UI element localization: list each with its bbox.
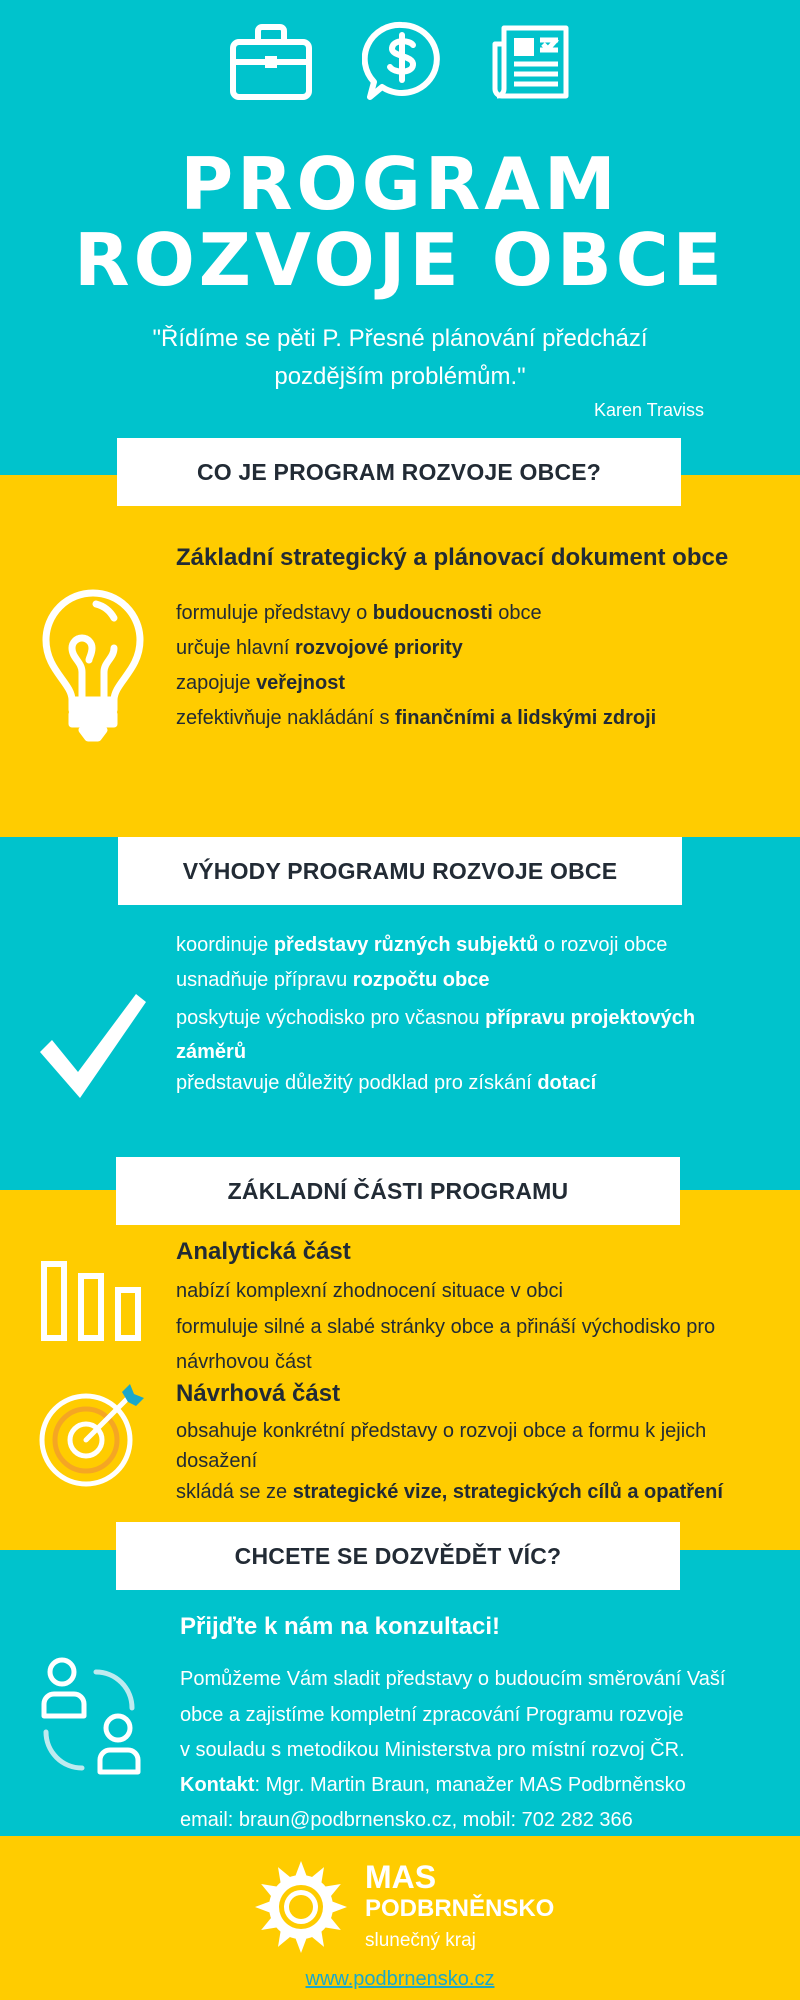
s2-item-3: poskytuje východisko pro včasnou přípravu projektových záměrů (176, 1007, 696, 1063)
quote-line2: pozdějším problémům." (274, 363, 526, 390)
logo-line2: PODBRNĚNSKO (365, 1895, 555, 1922)
analytic-line-1: nabízí komplexní zhodnocení situace v obci (176, 1280, 563, 1302)
checkmark-icon (38, 990, 148, 1102)
logo-line3: slunečný kraj (365, 1930, 476, 1951)
page-title-line2: ROZVOJE OBCE (74, 218, 726, 302)
s4-contact: Kontakt: Mgr. Martin Braun, manažer MAS Podbrněnsko (180, 1774, 686, 1796)
design-part-title: Návrhová část (176, 1380, 341, 1407)
design-line-1: obsahuje konkrétní představy o rozvoji obce a formu k jejich dosažení (176, 1420, 707, 1472)
sun-flower-icon (254, 1860, 348, 1954)
dollar-chat-icon (362, 20, 442, 102)
s4-email: email: braun@podbrnensko.cz, mobil: 702 282 366 (180, 1809, 633, 1831)
target-icon (38, 1382, 148, 1492)
page-title-line1: PROGRAM (180, 142, 620, 226)
analytic-part-title: Analytická část (176, 1238, 351, 1265)
s2-item-4: představuje důležitý podklad pro získání dotací (176, 1072, 597, 1094)
section2-heading: VÝHODY PROGRAMU ROZVOJE OBCE (118, 837, 682, 905)
newspaper-icon (490, 22, 572, 102)
s1-item-4: zefektivňuje nakládání s finančními a lidskými zdroji (176, 707, 657, 729)
consultation-cta: Přijďte k nám na konzultaci! (180, 1613, 500, 1640)
section4-heading: CHCETE SE DOZVĚDĚT VÍC? (116, 1522, 680, 1590)
logo-line1: MAS (365, 1859, 437, 1895)
briefcase-icon (228, 22, 314, 102)
bar-chart-icon (40, 1260, 142, 1342)
lightbulb-icon (38, 588, 148, 744)
s1-item-2: určuje hlavní rozvojové priority (176, 637, 463, 659)
s1-item-3: zapojuje veřejnost (176, 672, 345, 694)
quote-line1: "Řídíme se pěti P. Přesné plánování předchází (152, 325, 648, 352)
quote-author: Karen Traviss (593, 400, 704, 420)
s4-line-3: v souladu s metodikou Ministerstva pro místní rozvoj ČR. (180, 1739, 685, 1761)
analytic-line-2: formuluje silné a slabé stránky obce a přináší východisko pro návrhovou část (176, 1316, 716, 1373)
design-line-2: skládá se ze strategické vize, strategických cílů a opatření (176, 1481, 723, 1503)
s1-item-1: formuluje představy o budoucnosti obce (176, 602, 542, 624)
website-link[interactable]: www.podbrnensko.cz (305, 1968, 495, 1990)
s2-item-1: koordinuje představy různých subjektů o rozvoji obce (176, 934, 668, 956)
s4-line-1: Pomůžeme Vám sladit představy o budoucím směrování Vaší (180, 1668, 726, 1690)
s2-item-2: usnadňuje přípravu rozpočtu obce (176, 969, 490, 991)
section1-heading: CO JE PROGRAM ROZVOJE OBCE? (117, 438, 681, 506)
section3-heading: ZÁKLADNÍ ČÁSTI PROGRAMU (116, 1157, 680, 1225)
section1-subheading: Základní strategický a plánovací dokument obce (176, 544, 729, 571)
people-exchange-icon (36, 1656, 146, 1778)
s4-line-2: obce a zajistíme kompletní zpracování Programu rozvoje (180, 1704, 684, 1726)
